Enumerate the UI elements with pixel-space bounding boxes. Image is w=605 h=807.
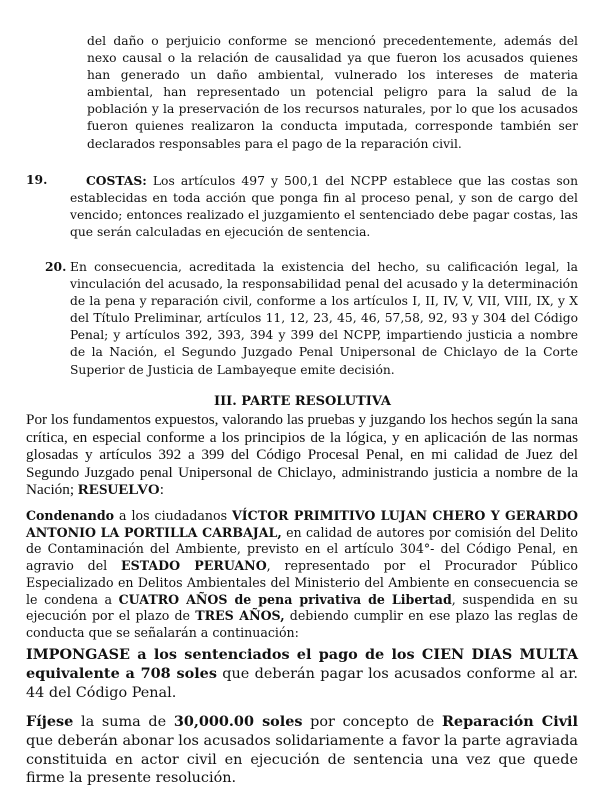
item-20-paragraph: En consecuencia, acreditada la existencia del hecho, su calificación legal, la vinculación del acusado, la responsabilidad penal del acusado y la determinación de la pena y reparación civil, conforme a los artículos I, II, IV, V, VII, VIII, IX, y X del Título Preliminar, artículos 11, 12, 23, 45, 46, 57,58, 92, 93 y 304 del Código Penal; y artículos 392, 393, 394 y 399 del NCPP, impartiendo justicia a nombre de la Nación, el Segundo Juzgado Penal Unipersonal de Chiclayo de la Corte Superior de Justicia de Lambayeque emite decisión. bbox=[70, 260, 578, 377]
reparacion-verb: Fíjese bbox=[26, 713, 74, 730]
item-19-heading: COSTAS: bbox=[86, 173, 147, 188]
reparacion-text-3: que deberán abonar los acusados solidariamente a favor la parte agraviada constituida en actor civil en ejecución de sentencia una vez que quede firme la presente resolución. bbox=[26, 732, 578, 787]
condena-text-3: , representado por el Procurador Público Especializado en Delitos Ambientales del Ministerio del Ambiente en consecuencia se le condena a bbox=[26, 558, 578, 607]
fundamentos-text: Por los fundamentos expuestos, valorando las pruebas y juzgando los hechos según la sana crítica, en especial conforme a los principios de la lógica, y en aplicación de las normas glosadas y artículos 392 a 399 del Código Procesal Penal, en mi calidad de Juez del Segundo Juzgado penal Unipersonal de Chiclayo, administrando justicia a nombre de la Nación; bbox=[26, 411, 578, 499]
item-19-number: 19. bbox=[26, 172, 48, 187]
agraviado-name: ESTADO PERUANO bbox=[121, 558, 267, 574]
condena-text-1: a los ciudadanos bbox=[114, 508, 233, 523]
reparacion-monto: 30,000.00 soles bbox=[173, 713, 303, 730]
item-20-number: 20. bbox=[45, 259, 67, 274]
multa-bold: IMPONGASE a los sentenciados el pago de los CIEN DIAS MULTA equivalente a 708 soles bbox=[26, 646, 578, 682]
paragraph-reparacion-intro: del daño o perjuicio conforme se mencionó precedentemente, además del nexo causal o la relación de causalidad ya que fueron los acusados quienes han generado un daño ambiental, vulnerado los intereses de materia ambiental, han representado un potencial peligro para la salud de la población y la preservación de los recursos naturales, por lo que los acusados fueron quienes realizaron la conducta imputada, corresponde también ser declarados responsables para el pago de la reparación civil. bbox=[87, 34, 578, 151]
pena-duracion: CUATRO AÑOS de pena privativa de Libertad bbox=[118, 591, 452, 607]
multa-text: que deberán pagar los acusados conforme al ar. 44 del Código Penal. bbox=[26, 665, 578, 701]
reparacion-paragraph bbox=[26, 713, 578, 788]
reparacion-text-2: por concepto de bbox=[302, 714, 442, 730]
fundamentos-paragraph bbox=[26, 411, 578, 499]
condenados-names: VÍCTOR PRIMITIVO LUJAN CHERO Y GERARDO ANTONIO LA PORTILLA CARBAJAL, bbox=[26, 508, 578, 540]
resuelvo-colon: : bbox=[159, 481, 164, 499]
condena-text-4: , suspendida en su ejecución por el plazo de bbox=[26, 591, 578, 624]
condena-text-5: debiendo cumplir en ese plazo las reglas de conducta que se señalarán a continuación: bbox=[26, 608, 578, 640]
reparacion-concepto: Reparación Civil bbox=[441, 713, 578, 730]
condena-paragraph bbox=[26, 508, 578, 642]
item-19-text: Los artículos 497 y 500,1 del NCPP establece que las costas son establecidas en toda acción que ponga fin al proceso penal, y son de cargo del vencido; entonces realizado el juzgamiento el sentenciado debe pagar costas, las que serán calculadas en ejecución de sentencia. bbox=[70, 174, 578, 240]
plazo-suspension: TRES AÑOS, bbox=[195, 608, 285, 624]
multa-paragraph bbox=[26, 646, 578, 702]
reparacion-text-1: la suma de bbox=[73, 714, 174, 730]
resuelvo-label: RESUELVO bbox=[77, 481, 160, 499]
condena-text-2: en calidad de autores por comisión del Delito de Contaminación del Ambiente, previsto en el artículo 304°- del Código Penal, en agravio del bbox=[26, 524, 578, 574]
section-title: III. PARTE RESOLUTIVA bbox=[213, 394, 391, 409]
item-19-paragraph bbox=[70, 172, 578, 241]
condena-verb: Condenando bbox=[26, 508, 115, 523]
